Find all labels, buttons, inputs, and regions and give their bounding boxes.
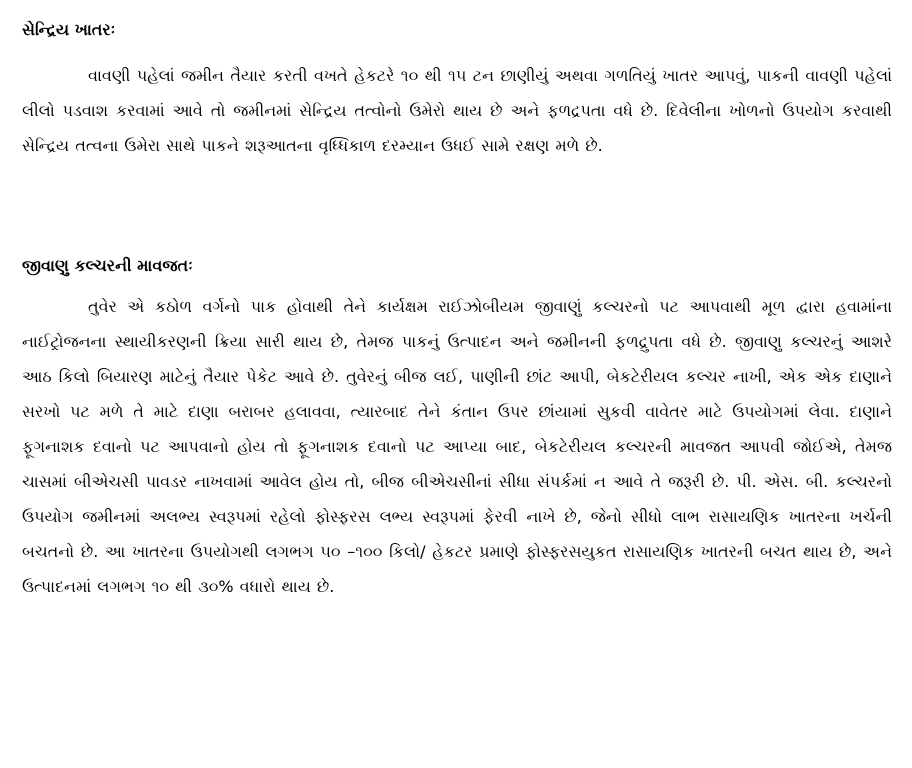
heading-bacterial-culture-treatment: જીવાણુ કલ્ચરની માવજતઃ <box>22 256 193 275</box>
heading-organic-manure: સેન્દ્રિય ખાતરઃ <box>22 20 116 39</box>
paragraph-organic-manure: વાવણી પહેલાં જમીન તૈયાર કરતી વખતે હેકટરે ૧૦ થી ૧૫ ટન છાણીયું અથવા ગળતિયું ખાતર આપવું, પાકની વાવણી પહેલાં લીલો પડવાશ કરવામાં આવે તો જમીનમાં સેન્દ્રિય તત્વોનો ઉમેરો થાય છે અને ફળદ્રપતા વધે છે. દિવેલીના ખોળનો ઉપયોગ કરવાથી સેન્દ્રિય તત્વના ઉમેરા સાથે પાકને શરૂઆતના વૃધ્ધિકાળ દરમ્યાન ઉધઈ સામે રક્ષણ મળે છે. <box>22 66 892 155</box>
paragraph-bacterial-culture-treatment: તુવેર એ કઠોળ વર્ગનો પાક હોવાથી તેને કાર્યક્ષમ રાઈઝોબીયમ જીવાણું કલ્ચરનો પટ આપવાથી મૂળ દ્વારા હવામાંના નાઈટ્રોજનના સ્થાયીકરણની ક્રિયા સારી થાય છે, તેમજ પાકનું ઉત્પાદન અને જમીનની ફળદ્રુપતા વધે છે. જીવાણુ કલ્ચરનું આશરે આઠ કિલો બિયારણ માટેનું તૈયાર પેકેટ આવે છે. તુવેરનું બીજ લઈ, પાણીની છાંટ આપી, બેકટેરીયલ કલ્ચર નાખી, એક એક દાણાને સરખો પટ મળે તે માટે દાણા બરાબર હલાવવા, ત્યારબાદ તેને કંતાન ઉપર છાંયામાં સુકવી વાવેતર માટે ઉપયોગમાં લેવા. દાણાને ફૂગનાશક દવાનો પટ આપવાનો હોય તો ફૂગનાશક દવાનો પટ આપ્યા બાદ, બેકટેરીયલ કલ્ચરની માવજત આપવી જોઈએ, તેમજ ચાસમાં બીએચસી પાવડર નાખવામાં આવેલ હોય તો, બીજ બીએચસીનાં સીધા સંપર્કમાં ન આવે તે જરૂરી છે. પી. એસ. બી. કલ્ચરનો ઉપયોગ જમીનમાં અલભ્ય સ્વરૂપમાં રહેલો ફોસ્ફરસ લભ્ય સ્વરૂપમાં ફેરવી નાખે છે, જેનો સીધો લાભ રાસાયણિક ખાતરના ખર્ચની બચતનો છે. આ ખાતરના ઉપયોગથી લગભગ ૫૦ –૧૦૦ કિલો/ હેકટર પ્રમાણે ફોસ્ફરસયુકત રાસાયણિક ખાતરની બચત થાય છે, અને ઉત્પાદનમાં લગભગ ૧૦ થી ૩૦% વધારો થાય છે. <box>22 297 892 596</box>
